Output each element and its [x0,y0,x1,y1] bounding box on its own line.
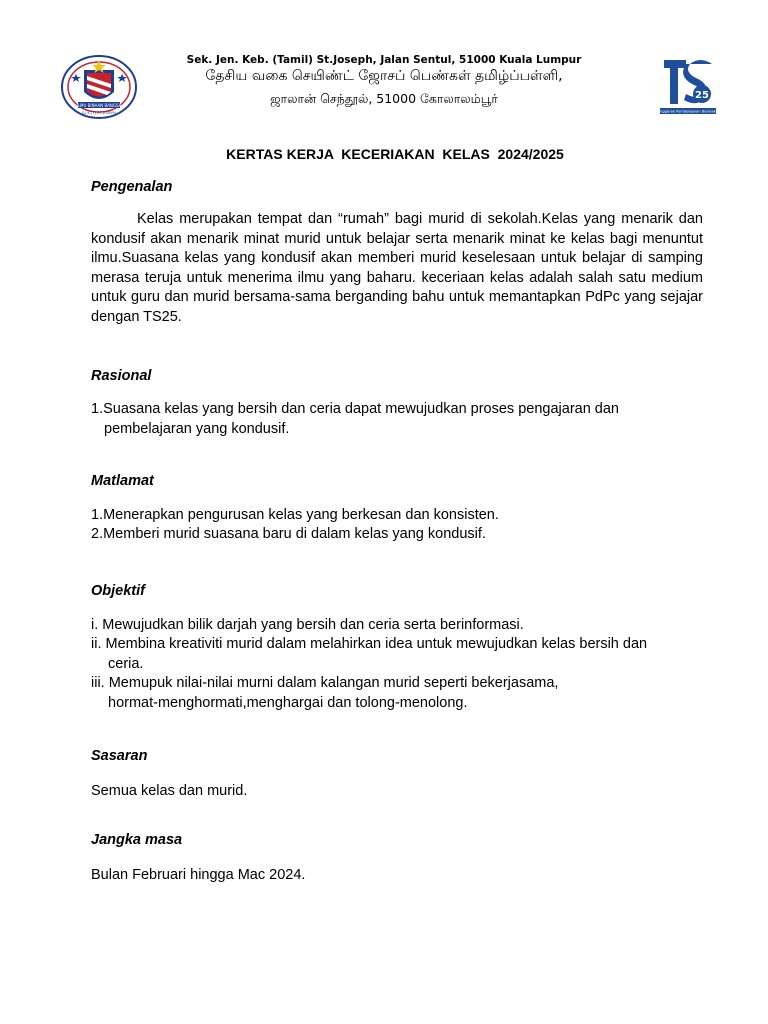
heading-matlamat: Matlamat [91,473,154,489]
objektif-item [91,674,558,713]
objektif-item-line1: iii. Memupuk nilai-nilai murni dalam kalangan murid seperti bekerjasama, [91,675,559,691]
document-title: KERTAS KERJA KECERIAKAN KELAS 2024/2025 [226,146,564,162]
sasaran-text: Semua kelas dan murid. [91,783,248,799]
objektif-item-line2: ceria. [108,655,144,672]
rasional-item [91,400,619,439]
ts25-number: 25 [695,90,709,101]
matlamat-item: 2.Memberi murid suasana baru di dalam kelas yang kondusif. [91,526,486,542]
matlamat-item: 1.Menerapkan pengurusan kelas yang berkesan dan konsisten. [91,507,499,523]
rasional-item-line2: pembelajaran yang kondusif. [104,420,290,437]
crest-school-name: S.J.K.(T) ST. JOSEPH [81,111,117,115]
heading-pengenalan: Pengenalan [91,179,173,195]
heading-rasional: Rasional [91,368,152,384]
ts25-logo [656,54,720,120]
school-name-tamil: தேசிய வகை செயிண்ட் ஜோசப் பெண்கள் தமிழ்ப்பள்ளி, [205,68,563,84]
jangka-masa-text: Bulan Februari hingga Mac 2024. [91,867,306,883]
heading-sasaran: Sasaran [91,748,148,764]
ts25-caption: Penggerak Pembelajaran Bermakna [656,109,720,114]
rasional-item-line1: 1.Suasana kelas yang bersih dan ceria dapat mewujudkan proses pengajaran dan [91,401,619,417]
school-address-tamil: ஜாலான் செந்தூல், 51000 கோலாலம்பூர் [270,91,498,106]
pengenalan-text: Kelas merupakan tempat dan “rumah” bagi murid di sekolah.Kelas yang menarik dan kondusif akan menarik minat murid untuk belajar serta menarik minat ke kelas bagi menuntut ilmu.Suasana kelas yang kondusif akan memberi murid keselesaan untuk belajar di samping merasa teruja untuk menerima ilmu yang baharu. keceriaan kelas adalah salah satu medium untuk guru dan murid bersama-sama berganding bahu untuk memantapkan PdPc yang sejajar dengan TS25. [91,211,703,325]
objektif-item: i. Mewujudkan bilik darjah yang bersih dan ceria serta berinformasi. [91,617,524,633]
heading-jangka-masa: Jangka masa [91,832,183,848]
objektif-item-line2: hormat-menghormati,menghargai dan tolong-menolong. [108,694,468,711]
objektif-item [91,635,647,674]
crest-motto: ILMU BINAAN BANGSA [76,103,122,108]
objektif-item-line1: ii. Membina kreativiti murid dalam melahirkan idea untuk mewujudkan kelas bersih dan [91,636,648,652]
school-name-malay: Sek. Jen. Keb. (Tamil) St.Joseph, Jalan Sentul, 51000 Kuala Lumpur [186,54,582,66]
heading-objektif: Objektif [91,583,145,599]
pengenalan-paragraph [91,210,703,327]
